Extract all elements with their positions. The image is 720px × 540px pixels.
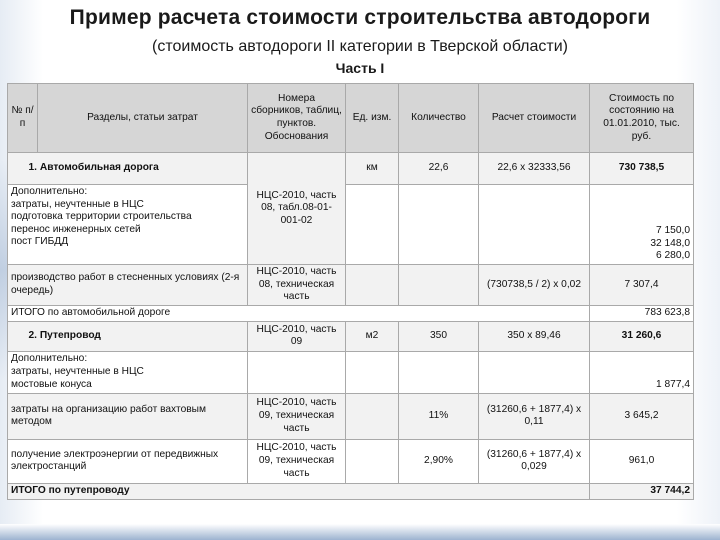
road-extra-line-3: подготовка территории строительства: [11, 211, 192, 223]
header-cost: Стоимость по состоянию на 01.01.2010, тыс. руб.: [590, 84, 694, 153]
road-extra-line-4: перенос инженерных сетей: [11, 223, 141, 235]
road-unit: км: [346, 153, 399, 185]
bridge-cost: 31 260,6: [590, 321, 694, 351]
bridge-extra-cost: 1 877,4: [590, 351, 694, 393]
table-row: [8, 153, 694, 185]
part-label: Часть I: [335, 60, 385, 76]
table-row: [8, 265, 694, 306]
road-name: Автомобильная дорога: [39, 162, 159, 174]
road-extra-cost-cell: [590, 185, 694, 265]
slide-title: Пример расчета стоимости строительства автодороги: [69, 6, 651, 29]
bridge-power-calc: (31260,6 + 1877,4) х 0,029: [479, 439, 590, 483]
bridge-calc: 350 х 89,46: [479, 321, 590, 351]
bridge-num: 2.: [28, 329, 37, 341]
bottom-decoration: [0, 524, 720, 540]
slide-subtitle: (стоимость автодороги II категории в Тверской области): [152, 38, 568, 55]
bridge-power-name: получение электроэнергии от передвижных электростанций: [8, 439, 248, 483]
road-extra-cost-post: 6 280,0: [656, 250, 690, 262]
road-extra-cost-networks: 32 148,0: [650, 237, 690, 249]
road-stressed-ref: НЦС-2010, часть 08, техническая часть: [248, 265, 346, 306]
header-ref: Номера сборников, таблиц, пунктов. Обоснования: [248, 84, 346, 153]
table-row: [8, 185, 694, 265]
bridge-shift-qty: 11%: [399, 393, 479, 439]
bridge-name-cell: [8, 321, 248, 351]
header-calc: Расчет стоимости: [479, 84, 590, 153]
cost-table: [7, 83, 694, 500]
road-name-cell: [8, 153, 248, 185]
road-ref: НЦС-2010, часть 08, табл.08-01-001-02: [248, 153, 346, 265]
bridge-power-cost: 961,0: [590, 439, 694, 483]
road-stressed-name: производство работ в стесненных условиях (2-я очередь): [8, 265, 248, 306]
road-extra-line-2: затраты, неучтенные в НЦС: [11, 198, 144, 210]
road-qty: 22,6: [399, 153, 479, 185]
bridge-ref: НЦС-2010, часть 09: [248, 321, 346, 351]
bridge-name: Путепровод: [39, 329, 101, 341]
road-extra-line-1: Дополнительно:: [11, 186, 88, 197]
table-header-row: [8, 84, 694, 153]
bridge-qty: 350: [399, 321, 479, 351]
table-row: [8, 305, 694, 321]
bridge-extra-line-1: Дополнительно:: [11, 353, 88, 365]
road-extra-line-5: пост ГИБДД: [11, 236, 69, 248]
bridge-extra-line-3: мостовые конуса: [11, 378, 92, 390]
bridge-unit: м2: [346, 321, 399, 351]
bridge-extra-cell: [8, 351, 248, 393]
table-row: [8, 393, 694, 439]
road-stressed-cost: 7 307,4: [590, 265, 694, 306]
bridge-total-label: ИТОГО по путепроводу: [8, 483, 590, 499]
table-row: [8, 321, 694, 351]
bridge-shift-ref: НЦС-2010, часть 09, техническая часть: [248, 393, 346, 439]
table-row: [8, 439, 694, 483]
road-num: 1.: [28, 162, 37, 174]
table-row: [8, 351, 694, 393]
bridge-power-qty: 2,90%: [399, 439, 479, 483]
header-qty: Количество: [399, 84, 479, 153]
road-total-cost: 783 623,8: [590, 305, 694, 321]
road-cost: 730 738,5: [590, 153, 694, 185]
road-total-label: ИТОГО по автомобильной дороге: [8, 305, 590, 321]
table-row: [8, 483, 694, 499]
bridge-shift-cost: 3 645,2: [590, 393, 694, 439]
bridge-extra-line-2: затраты, неучтенные в НЦС: [11, 365, 144, 377]
bridge-total-cost: 37 744,2: [590, 483, 694, 499]
bridge-shift-calc: (31260,6 + 1877,4) х 0,11: [479, 393, 590, 439]
road-calc: 22,6 х 32333,56: [479, 153, 590, 185]
bridge-shift-name: затраты на организацию работ вахтовым методом: [8, 393, 248, 439]
header-section: Разделы, статьи затрат: [38, 84, 248, 153]
header-num: № п/п: [8, 84, 38, 153]
road-extra-cost-territory: 7 150,0: [656, 225, 690, 237]
header-unit: Ед. изм.: [346, 84, 399, 153]
bridge-power-ref: НЦС-2010, часть 09, техническая часть: [248, 439, 346, 483]
road-stressed-calc: (730738,5 / 2) х 0,02: [479, 265, 590, 306]
road-extra-cell: [8, 185, 248, 265]
